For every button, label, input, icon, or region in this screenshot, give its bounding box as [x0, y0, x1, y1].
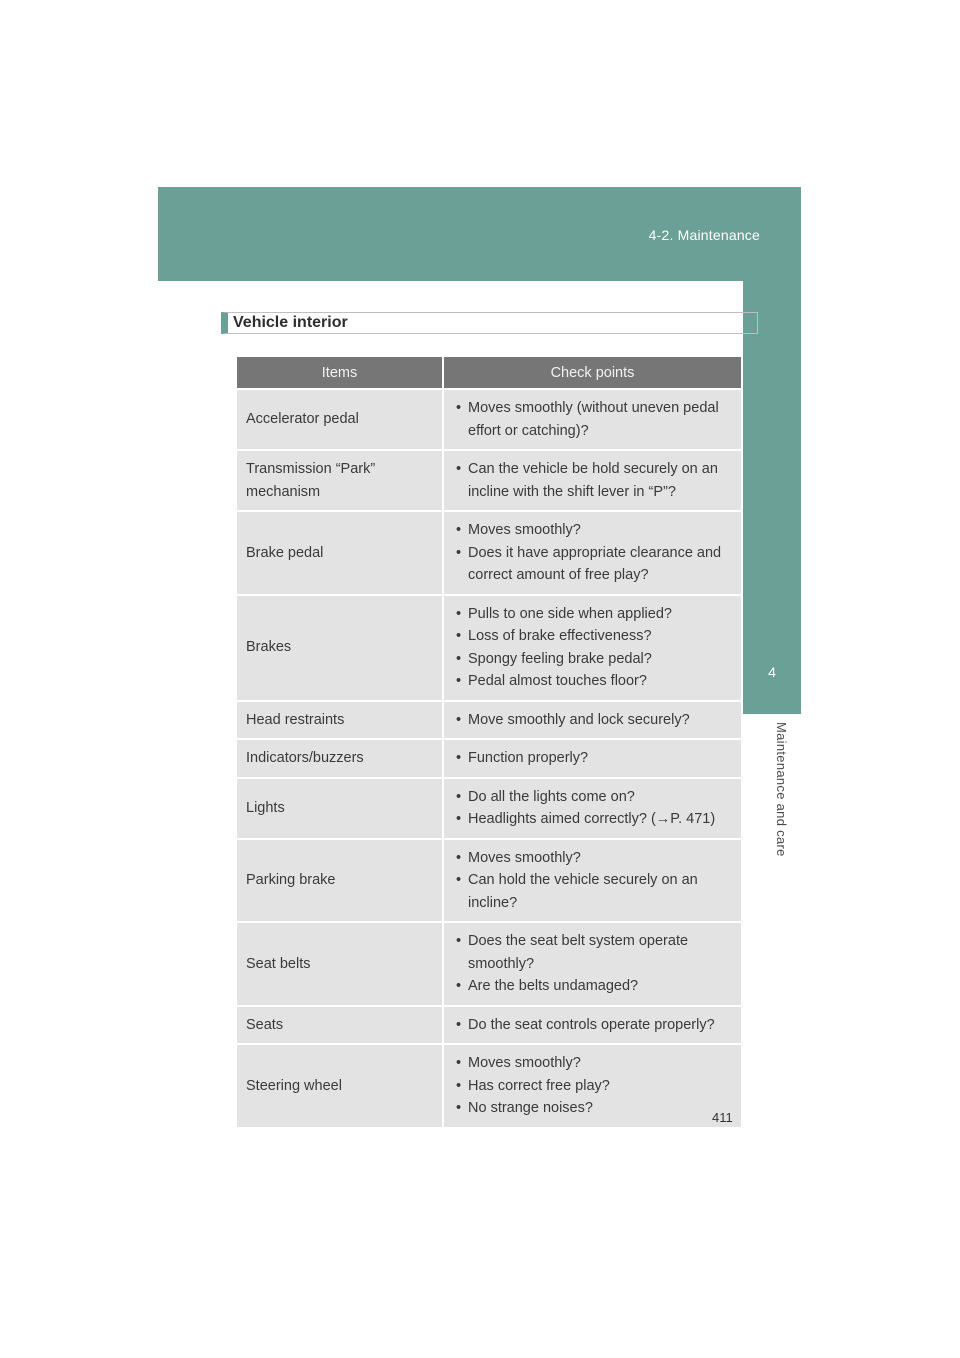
check-point: • Moves smoothly (without uneven pedal effort or catching)? — [453, 397, 733, 442]
item-cell: Brake pedal — [237, 511, 443, 595]
table-row — [237, 389, 741, 450]
check-point: • Moves smoothly? — [453, 1052, 733, 1075]
check-points-cell — [443, 778, 741, 839]
item-cell: Accelerator pedal — [237, 389, 443, 450]
check-point: • No strange noises? — [453, 1097, 733, 1120]
table-row — [237, 739, 741, 778]
item-cell: Indicators/buzzers — [237, 739, 443, 778]
item-cell: Transmission “Park” mechanism — [237, 450, 443, 511]
inspection-table — [237, 357, 741, 1127]
check-point: • Can hold the vehicle securely on an incline? — [453, 869, 733, 914]
item-cell: Lights — [237, 778, 443, 839]
item-cell: Steering wheel — [237, 1044, 443, 1127]
table-row — [237, 1044, 741, 1127]
table-row — [237, 450, 741, 511]
check-points-cell — [443, 839, 741, 923]
check-points-cell — [443, 1006, 741, 1045]
check-point: • Has correct free play? — [453, 1075, 733, 1098]
check-point: • Moves smoothly? — [453, 519, 733, 542]
check-point: • Do the seat controls operate properly? — [453, 1014, 733, 1037]
table-body — [237, 389, 741, 1127]
check-point: • Are the belts undamaged? — [453, 975, 733, 998]
check-points-cell — [443, 1044, 741, 1127]
check-point: • Do all the lights come on? — [453, 786, 733, 809]
check-point: • Does the seat belt system operate smoothly? — [453, 930, 733, 975]
check-points-cell — [443, 739, 741, 778]
check-point: • Pulls to one side when applied? — [453, 603, 733, 626]
table-row — [237, 922, 741, 1006]
column-header-items: Items — [237, 357, 443, 389]
item-cell: Head restraints — [237, 701, 443, 740]
item-cell: Brakes — [237, 595, 443, 701]
check-points-cell — [443, 450, 741, 511]
check-points-cell — [443, 922, 741, 1006]
chapter-header-band — [158, 187, 801, 281]
item-cell: Seat belts — [237, 922, 443, 1006]
check-point: • Pedal almost touches floor? — [453, 670, 733, 693]
page-number: 411 — [712, 1110, 733, 1125]
table-row — [237, 1006, 741, 1045]
check-point: • Move smoothly and lock securely? — [453, 709, 733, 732]
chapter-title-vertical: Maintenance and care — [774, 722, 789, 857]
table-row — [237, 701, 741, 740]
check-point: • Does it have appropriate clearance and correct amount of free play? — [453, 542, 733, 587]
check-points-cell — [443, 701, 741, 740]
chapter-side-tab — [743, 281, 801, 714]
item-cell: Seats — [237, 1006, 443, 1045]
check-point: • Loss of brake effectiveness? — [453, 625, 733, 648]
table-row — [237, 778, 741, 839]
section-subheading: Vehicle interior — [221, 312, 758, 334]
check-point: • Moves smoothly? — [453, 847, 733, 870]
check-point: • Headlights aimed correctly? (→P. 471) — [453, 808, 733, 831]
item-cell: Parking brake — [237, 839, 443, 923]
table-header-row — [237, 357, 741, 389]
column-header-check-points: Check points — [443, 357, 741, 389]
check-points-cell — [443, 389, 741, 450]
check-points-cell — [443, 595, 741, 701]
check-points-cell — [443, 511, 741, 595]
section-label: 4-2. Maintenance — [648, 227, 760, 243]
chapter-number: 4 — [768, 664, 776, 680]
table-row — [237, 839, 741, 923]
table-row — [237, 511, 741, 595]
check-point: • Function properly? — [453, 747, 733, 770]
check-point: • Spongy feeling brake pedal? — [453, 648, 733, 671]
table-row — [237, 595, 741, 701]
check-point: • Can the vehicle be hold securely on an incline with the shift lever in “P”? — [453, 458, 733, 503]
